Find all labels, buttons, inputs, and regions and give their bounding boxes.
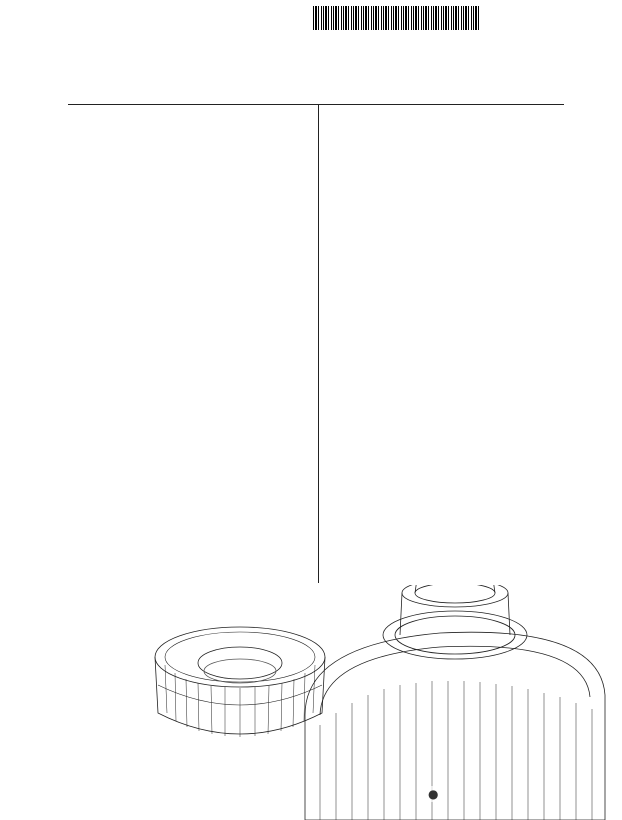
wechat-icon: ● xyxy=(428,787,439,801)
footer-brand xyxy=(424,786,442,802)
right-column xyxy=(326,0,564,600)
cap-figure-left xyxy=(155,627,325,737)
left-column xyxy=(70,0,315,600)
design-drawings xyxy=(0,585,622,820)
cap-figure-right xyxy=(305,585,605,820)
column-divider xyxy=(318,105,319,583)
